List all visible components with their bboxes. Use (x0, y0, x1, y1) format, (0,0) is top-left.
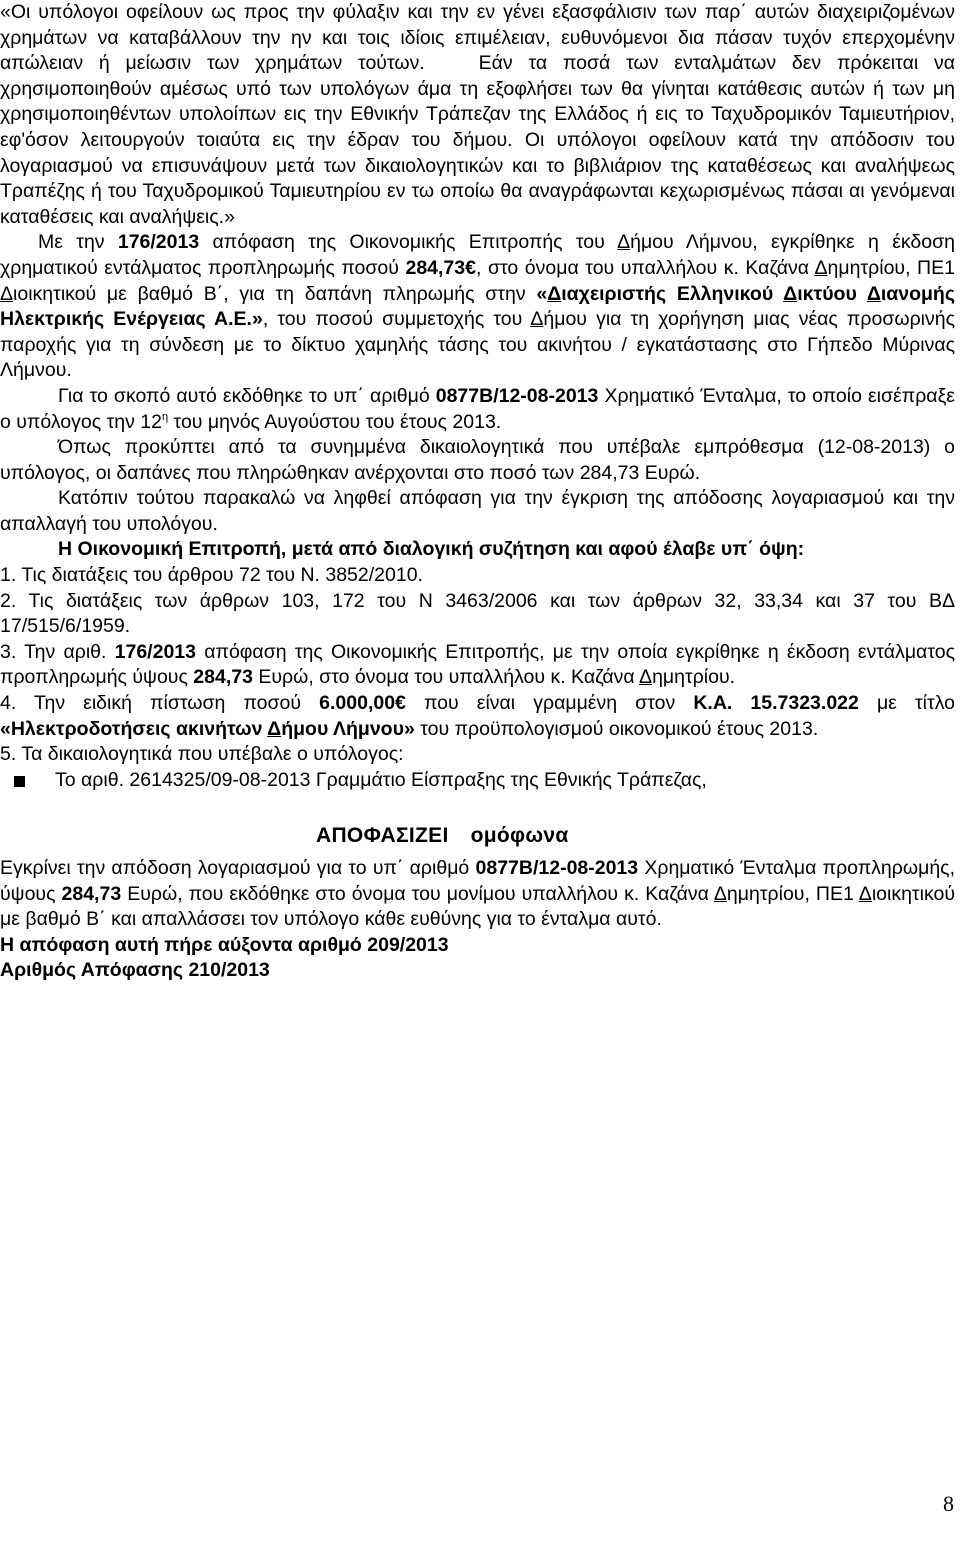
text-run: Δ (814, 256, 828, 279)
decision-heading (0, 823, 955, 849)
text-run: ικτύου (797, 282, 867, 305)
list-item-3 (0, 640, 955, 691)
text-run: ήμου Λήμνου» (281, 717, 415, 740)
text-run: Ευρώ, στο όνομα του υπαλλήλου κ. Καζάνα (252, 666, 640, 689)
decision-paragraph (0, 230, 955, 384)
text-run: ιοικητικού με βαθμό Β΄, για τη δαπάνη πληρωμής στην (13, 282, 537, 305)
text-run: που είναι γραμμένη στον (405, 692, 694, 715)
amount: 284,73 (193, 666, 253, 689)
amount: 284,73€ (405, 256, 476, 279)
text-run: Δ (639, 666, 653, 689)
text-run: Δ (547, 282, 562, 305)
quote-text-2: Εάν τα ποσά των ενταλμάτων δεν πρόκειται να χρησιμοποιηθούν αμέσως υπό των υπολόγων άμα τη εξοφλήσει των θα γίνηται κατάθεσις αυτών ή των μη χρησιμοποιηθέντων υπολοίπων εις την Εθνικήν Τράπεζαν της Ελλάδος ή εις το Ταχυδρομικόν Ταμιευτήριον, εφ'όσον λειτουργούν τοιαύτα εις την έδραν του δήμου. (0, 52, 955, 151)
text-run: Δ (783, 282, 798, 305)
text-run: απόφαση της Οικονομικής Επιτροπής του (199, 231, 618, 254)
quote-paragraph (0, 0, 955, 230)
list-item-4 (0, 691, 955, 742)
serial-number-line: Η απόφαση αυτή πήρε αύξοντα αριθμό 209/2013 (0, 933, 449, 956)
quote-text-3: Οι υπόλογοι οφείλουν κατά την απόδοσιν του λογαριασμού να επισυνάψουν μετά των δικαιολογητικών και το βιβλιάριον της καταθέσεως και αναλήψεως Τραπέζης ή του Ταχυδρομικού Ταμιευτηρίου εν τω οποίω θα αναγράφωνται κεχωρισμένως πάσαι αι γενόμεναι καταθέσεις και αναλήψεις.» (0, 128, 956, 228)
text-run: του μηνός Αυγούστου του έτους 2013. (168, 410, 502, 433)
heading-word-unanimously: ομόφωνα (470, 824, 569, 848)
bullet-text: Το αριθ. 2614325/09-08-2013 Γραμμάτιο Είσπραξης της Εθνικής Τράπεζας, (55, 768, 707, 791)
amount: 6.000,00€ (319, 692, 406, 715)
text-run: «Ηλεκτροδοτήσεις ακινήτων (0, 717, 268, 740)
page-number: 8 (943, 1491, 954, 1516)
bullet-item (0, 768, 955, 794)
text-run: Για το σκοπό αυτό εκδόθηκε το υπ΄ αριθμό (58, 384, 436, 407)
text-run: ιοικητικού με βαθμό Β΄ και απαλλάσσει τον υπόλογο κάθε ευθύνης για το ένταλμα αυτό. (0, 882, 955, 931)
text-run: με τίτλο (858, 692, 955, 715)
request-paragraph: Κατόπιν τούτου παρακαλώ να ληφθεί απόφαση για την έγκριση της απόδοσης λογαριασμού και την απαλλαγή του υπολόγου. (0, 487, 955, 535)
purpose-paragraph (0, 384, 955, 435)
company-name: ιανομής Ηλεκτρικής Ενέργειας Α.Ε.» (0, 282, 955, 331)
decision-number-line: Αριθμός Απόφασης 210/2013 (0, 959, 270, 982)
text-run: ημητρίου. (652, 666, 736, 689)
text-run: 4. Την ειδική πίστωση ποσού (0, 692, 320, 715)
text-run: Με την (38, 231, 118, 254)
text-run: 3. Την αριθ. (0, 640, 115, 663)
text-run: ημητρίου, ΠΕ1 (827, 256, 955, 279)
quote-text-1: «Οι υπόλογοι οφείλουν ως προς την φύλαξιν και την εν γένει εξασφάλισιν των παρ΄ αυτών διαχειριζομένων χρημάτων να καταβάλλουν την ην και τοις ιδίοις επιμέλειαν, ευθυνόμενοι δια πάσαν τυχόν επερχομένην απώλειαν ή μείωσιν των χρημάτων τούτων. (0, 1, 955, 75)
text-run: Δ (713, 882, 727, 905)
text-run: απόφαση της Οικονομικής Επιτροπής, με την οποία εγκρίθηκε η έκδοση εντάλματος προπληρωμής ύψους (0, 640, 955, 689)
decision-ref: 176/2013 (114, 640, 196, 663)
list-item-1: 1. Τις διατάξεις του άρθρου 72 του Ν. 3852/2010. (0, 564, 423, 587)
approval-paragraph (0, 856, 955, 933)
budget-code: Κ.Α. 15.7323.022 (693, 692, 859, 715)
heading-word-decides: ΑΠΟΦΑΣΙΖΕΙ (316, 824, 449, 848)
text-run: « (536, 282, 548, 305)
square-bullet-icon (14, 776, 25, 787)
text-run: Ευρώ, που εκδόθηκε στο όνομα του μονίμου υπαλλήλου κ. Καζάνα (121, 882, 714, 905)
text-run: ιαχειριστής Ελληνικού (561, 282, 784, 305)
text-run: Δ (866, 282, 881, 305)
text-run: Δ (858, 882, 872, 905)
text-run: Δ (617, 231, 631, 254)
amount: 284,73 (61, 882, 122, 905)
list-item-5: 5. Τα δικαιολογητικά που υπέβαλε ο υπόλογος: (0, 743, 404, 766)
text-run: Χρηματικό Ένταλμα, το οποίο εισέπραξε ο υπόλογος την 12 (0, 384, 955, 433)
warrant-number: 0877Β/12-08-2013 (435, 384, 599, 407)
text-run: , του ποσού συμμετοχής του (262, 308, 531, 331)
text-run: ημητρίου, ΠΕ1 (726, 882, 859, 905)
decision-ref: 176/2013 (117, 231, 200, 254)
committee-paragraph: Η Οικονομική Επιτροπή, μετά από διαλογική συζήτηση και αφού έλαβε υπ΄ όψη: (58, 538, 805, 561)
text-run: Δ (530, 308, 544, 331)
list-item-2: 2. Τις διατάξεις των άρθρων 103, 172 του Ν 3463/2006 και των άρθρων 32, 33,34 και 37 του ΒΔ 17/515/6/1959. (0, 589, 955, 638)
text-run: , στο όνομα του υπαλλήλου κ. Καζάνα (475, 256, 815, 279)
text-run: Εγκρίνει την απόδοση λογαριασμού για το υπ΄ αριθμό (0, 857, 476, 879)
warrant-number: 0877Β/12-08-2013 (475, 857, 639, 879)
ordinal-superscript: η (161, 410, 169, 423)
text-run: του προϋπολογισμού οικονομικού έτους 2013. (414, 717, 819, 740)
text-run: ήμου Λήμνου, εγκρίθηκε η έκδοση χρηματικού εντάλματος προπληρωμής ποσού (0, 231, 955, 279)
text-run: Δ (0, 282, 14, 305)
text-run: Δ (267, 717, 282, 740)
evidence-paragraph: Όπως προκύπτει από τα συνημμένα δικαιολογητικά που υπέβαλε εμπρόθεσμα (12-08-2013) ο υπόλογος, οι δαπάνες που πληρώθηκαν ανέρχονται στο ποσό των 284,73 Ευρώ. (0, 436, 955, 484)
text-run: Χρηματικό Ένταλμα προπληρωμής, ύψους (0, 857, 955, 905)
text-run: ήμου για τη χορήγηση μιας νέας προσωρινής παροχής για τη σύνδεση με το δίκτυο χαμηλής τάσης του ακινήτου / εγκατάστασης στο Γήπεδο Μύρινας Λήμνου. (0, 308, 955, 382)
